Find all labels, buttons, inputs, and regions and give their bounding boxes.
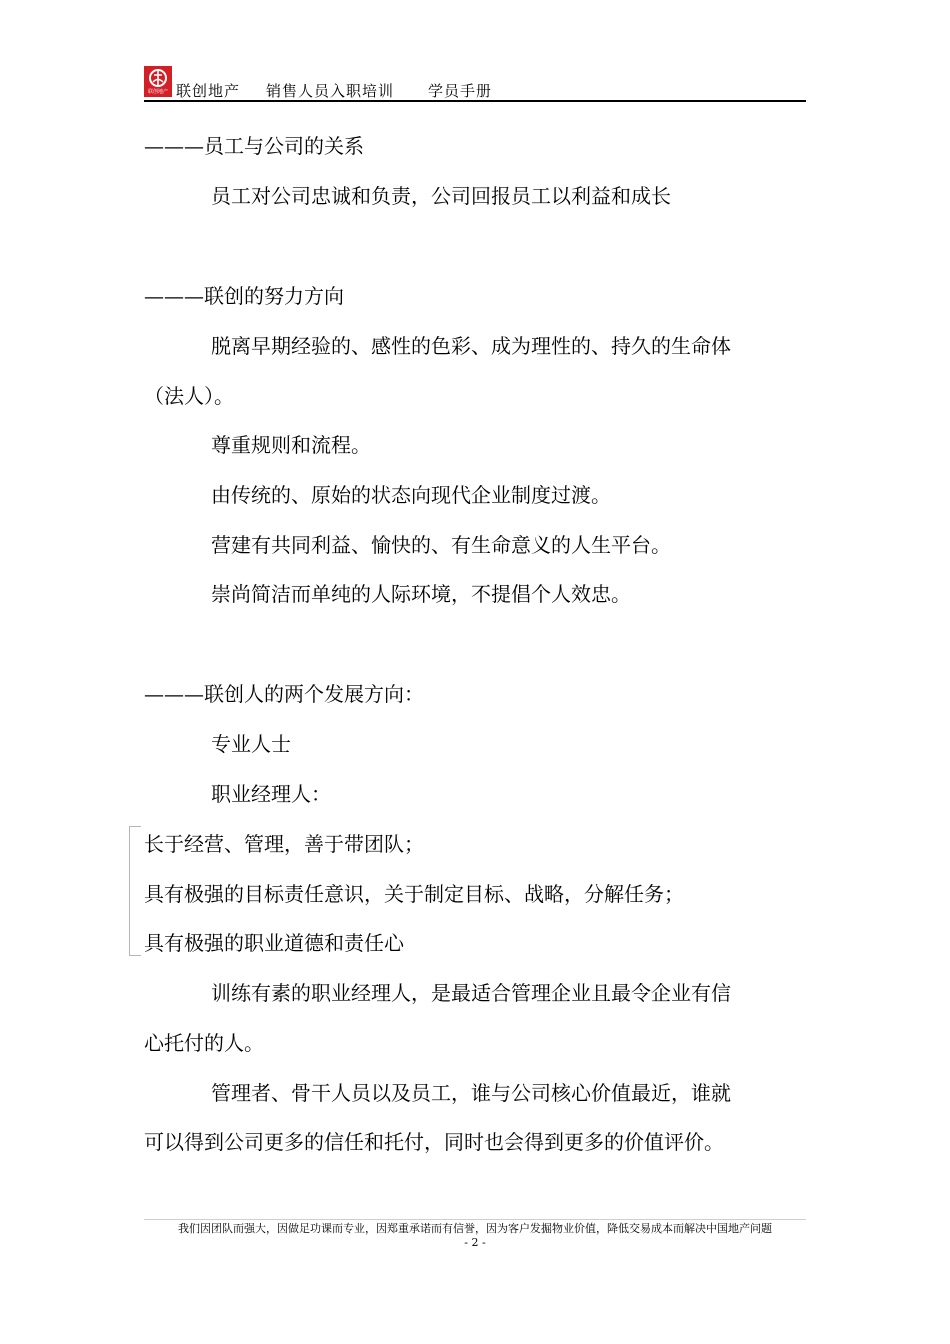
direction-line-1b: （法人）。 — [144, 384, 234, 408]
manager-trait-2: 具有极强的目标责任意识，关于制定目标、战略，分解任务； — [144, 882, 684, 906]
logo-emblem-icon — [144, 66, 172, 90]
company-logo — [144, 66, 172, 97]
footer-motto: 我们因团队而强大，因做足功课而专业，因郑重承诺而有信誉，因为客户发掘物业价值，降低交易成本而解决中国地产问题 — [178, 1222, 772, 1235]
page-number: - 2 - — [464, 1236, 486, 1249]
paragraph-2b: 可以得到公司更多的信任和托付，同时也会得到更多的价值评价。 — [144, 1130, 724, 1154]
direction-line-4: 营建有共同利益、愉快的、有生命意义的人生平台。 — [211, 533, 671, 557]
header-subtitle: 学员手册 — [428, 82, 493, 100]
paragraph-1b: 心托付的人。 — [144, 1031, 264, 1055]
development-item-manager: 职业经理人： — [211, 782, 331, 806]
page-header — [144, 66, 806, 102]
direction-line-3: 由传统的、原始的状态向现代企业制度过渡。 — [211, 483, 611, 507]
bullet-bracket — [129, 826, 141, 956]
logo-text: 联创地产 — [147, 89, 168, 95]
direction-line-1a: 脱离早期经验的、感性的色彩、成为理性的、持久的生命体 — [211, 334, 731, 358]
manager-trait-1: 长于经营、管理，善于带团队； — [144, 832, 424, 856]
direction-line-5: 崇尚简洁而单纯的人际环境，不提倡个人效忠。 — [211, 582, 631, 606]
paragraph-1a: 训练有素的职业经理人，是最适合管理企业且最令企业有信 — [211, 981, 731, 1005]
paragraph-2a: 管理者、骨干人员以及员工，谁与公司核心价值最近，谁就 — [211, 1081, 731, 1105]
manager-trait-3: 具有极强的职业道德和责任心 — [144, 931, 404, 955]
section-heading-development: ———联创人的两个发展方向： — [144, 682, 424, 706]
relationship-text: 员工对公司忠诚和负责，公司回报员工以利益和成长 — [211, 184, 671, 208]
header-title: 销售人员入职培训 — [266, 82, 395, 100]
direction-line-2: 尊重规则和流程。 — [211, 433, 371, 457]
header-company: 联创地产 — [176, 82, 241, 100]
section-heading-relationship: ———员工与公司的关系 — [144, 134, 364, 158]
footer-divider — [144, 1219, 806, 1220]
section-heading-direction: ———联创的努力方向 — [144, 284, 344, 308]
development-item-professional: 专业人士 — [211, 732, 291, 756]
